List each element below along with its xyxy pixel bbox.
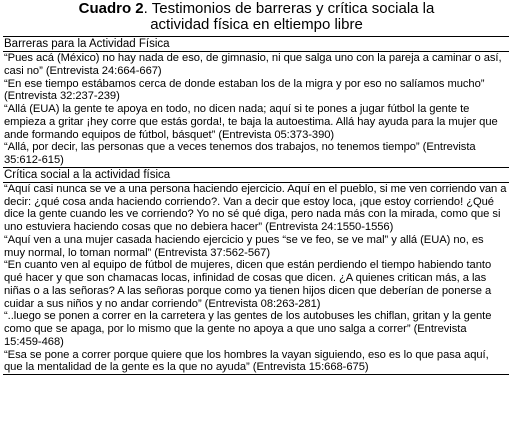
- quote-item: “Allá, por decir, las personas que a veces tenemos dos trabajos, no tenemos tiempo” (Entrevista 35:612-615): [4, 141, 476, 166]
- section-header-barriers: Barreras para la Actividad Física: [3, 37, 509, 52]
- quote-item: “Allá (EUA) la gente te apoya en todo, no dicen nada; aquí si te pones a jugar fútbol la gente te empieza a gritar ¡hey corre que estás gorda!, te baja la autoestima. Allá hay ayuda para la mujer que ande formando equipos de fútbol, básquet” (Entrevista 05:373-390): [4, 103, 498, 141]
- caption-title-line-1: . Testimonios de barreras y crítica sociala la: [143, 0, 435, 17]
- quote-item: “Aquí casi nunca se ve a una persona haciendo ejercicio. Aquí en el pueblo, si me ven corriendo van a decir: ¿qué cosa anda haciendo corriendo?. Van a decir que estoy loca, ¡que estoy corriendo! ¿Qué dice la gente cuando les ve corriendo? Yo no sé qué diga, pero nada más con la mirada, como que si uno estuviera haciendo cosas que no debiera hacer” (Entrevista 24:1550-1556): [4, 182, 507, 233]
- caption-line-1: [0, 1, 513, 17]
- caption-title-line-2: actividad física en eltiempo libre: [150, 16, 363, 33]
- caption-label: Cuadro 2: [78, 0, 144, 17]
- section-header-social-criticism: Crítica social a la actividad física: [3, 167, 509, 183]
- quote-item: “En ese tiempo estábamos cerca de donde estaban los de la migra y por eso no salíamos mucho” (Entrevista 32:237-239): [4, 77, 485, 103]
- quote-item: “Pues acá (México) no hay nada de eso, de gimnasio, ni que salga uno con la pareja a caminar o así, casi no” (Entrevista 24:664-667): [4, 52, 502, 77]
- quote-item: “En cuanto ven al equipo de fútbol de mujeres, dicen que están perdiendo el tiempo habiendo tanto qué hacer y que son chamacas locas, infinidad de cosas que dicen. ¿A quienes critican más, a las niñas o a las señoras? A las señoras porque como ya tienen hijos dicen que deberían de ponerse a cuidar a sus niños y no andar corriendo” (Entrevista 08:263-281): [4, 259, 492, 310]
- quote-item: “..luego se ponen a correr en la carretera y las gentes de los autobuses les chiflan, gritan y la gente como que se apaga, por lo mismo que la gente no apoya a que uno salga a correr” (Entrevista 15:459-468): [4, 310, 492, 348]
- table-caption: [0, 1, 513, 33]
- quote-item: “Aquí ven a una mujer casada haciendo ejercicio y pues “se ve feo, se ve mal” y allá (EUA) no, es muy normal, lo toman normal” (Entrevista 37:562-567): [4, 233, 484, 259]
- quote-item: “Esa se pone a correr porque quiere que los hombres la vayan siguiendo, eso es lo que pasa aquí, que la mentalidad de la gente es la que no ayuda” (Entrevista 15:668-675): [4, 348, 489, 374]
- testimonies-table: [3, 36, 509, 375]
